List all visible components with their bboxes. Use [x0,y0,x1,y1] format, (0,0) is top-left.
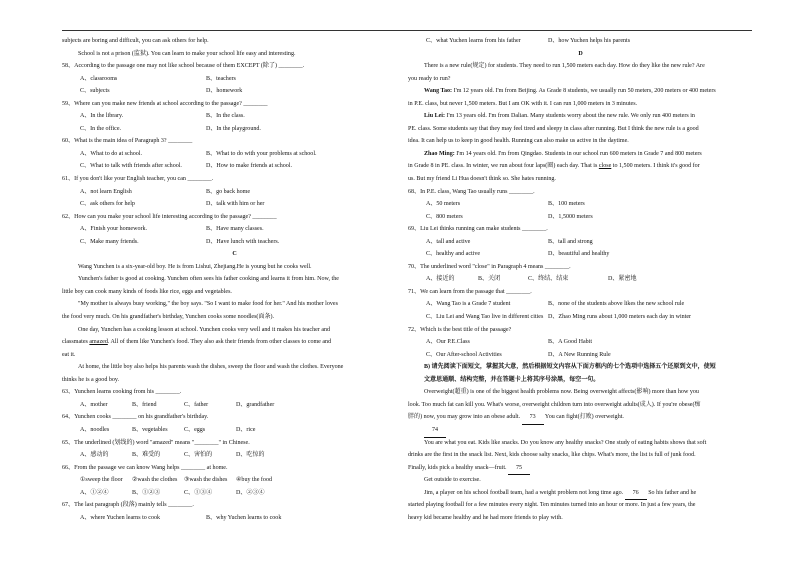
option-a: A、接近的 [426,276,455,283]
option-a: A、where Yuchen learns to cook [80,514,161,521]
line-text: Jim, a player on his school football team, had a weight problem not long time ago. [424,489,625,496]
paragraph-line: Wang Yunchen is a six-year-old boy. He is from Lishui, Zhejiang.He is young but he cooks well. [78,263,312,270]
option-b: D、beautiful and healthy [548,251,610,258]
option-b: D、A New Running Rule [548,351,611,358]
option-b: B、friend [132,401,157,408]
option-row [62,160,407,173]
option-b: B、go back home [206,188,250,195]
option-b: B、关闭 [478,276,501,283]
question-stem: 64、Yunchen cooks ________ on his grandfather's birthday. [62,414,209,421]
underlined-word: amazed [89,339,108,346]
option-row [62,198,407,211]
option-a: A、classrooms [80,75,118,82]
question-stem: 70、The underlined word "close" in Paragraph 4 means ________. [408,263,571,270]
paragraph-line: you ready to run? [408,75,451,82]
option-a: A、mother [80,401,108,408]
paragraph-line [408,160,753,173]
paragraph-line: eat it. [62,351,76,358]
passage-heading: D [578,50,583,57]
option-a: A、Wang Tao is a Grade 7 student [426,301,511,308]
paragraph-line: Get outside to exercise. [424,477,481,484]
option-a: C、Liu Lei and Wang Tao live in different cities [426,314,544,321]
option-c: C、害怕的 [184,452,213,459]
paragraph-line: drinks are the first in the snack list. Next, kids choose salty snacks, like chips. What's more, the list is full of junk food. [408,452,696,459]
paragraph-line [408,424,753,437]
option-row [62,474,407,487]
option-a: A、感动的 [80,452,109,459]
paragraph-line: Overweight(超重) is one of the biggest health problems now. Being overweight affects(影响) more than how you [424,389,699,396]
option-row [408,298,753,311]
option-b: B、What to do with your problems at school. [206,150,317,157]
option-row [408,211,753,224]
question-stem: 58、According to the passage one may not like school because of them EXCEPT (除了) ________. [62,63,305,70]
paragraph-line [408,148,753,161]
option-a: C、Our After-school Activities [426,351,502,358]
option-d: D、紧密地 [608,276,637,283]
option-row [408,236,753,249]
question-stem: 72、Which is the best title of the passage? [408,326,512,333]
speaker-label: B) 请先阅读下面短文，掌握其大意，然后根据短文内容从下面方框内的七个选项中选择五个还原到文中，使短 [424,364,716,371]
paragraph-line: There is a new rule(规定) for students. They need to run 1,500 meters each day. How do they like the new rule? Are [424,63,705,70]
option-row [408,248,753,261]
option-row [62,449,407,462]
question-stem: 68、In P.E. class, Wang Tao usually runs ________. [408,188,535,195]
question-stem: 63、Yunchen learns cooking from his ________. [62,389,182,396]
option-a: A、not learn English [80,188,132,195]
paragraph-line: the food very much. On his grandfather's birthday, Yunchen cooks some noodles(面条). [62,314,275,321]
option-a: C、What to talk with friends after school. [80,163,182,170]
option-b: B、A Good Habit [548,339,593,346]
line-text: in Grade 8 in PE. class. In winter, we run about four laps(圈) each day. That is [408,163,599,170]
option-row [62,487,407,500]
paragraph-line: us. But my friend Li Hua doesn't think so. She hates running. [408,176,556,183]
question-stem: 66、From the passage we can know Wang helps ________ at home. [62,464,228,471]
option-a: A、①②④ [80,489,109,496]
option-b: D、Zhao Ming runs about 1,000 meters each day in winter [548,314,692,321]
line-text: So his father and he [646,489,697,496]
option-a: C、what Yuchen learns from his father [426,38,521,44]
option-row [62,110,407,123]
option-row [408,273,753,286]
line-text: I'm 12 years old. I'm from Beijing. As Grade 8 students, we usually run 50 meters, 200 meters or 400 meters [452,88,716,95]
paragraph-line [408,361,753,374]
paragraph-line [408,411,753,424]
paragraph-line: Yunchen's father is good at cooking. Yunchen often sees his father cooking and learns it from him. Now, the [78,276,339,283]
option-b: D、How to make friends at school. [206,163,292,170]
option-d: D、grandfather [236,401,275,408]
speaker-label: Wang Tao: [424,88,453,95]
paragraph-line: in P.E. class, but never 1,500 meters. But I am OK with it. I can run 1,000 meters in 3 minutes. [408,100,638,107]
line-text: I'm 13 years old. I'm from Dalian. Many students worry about the new rule. We only run 400 meters in [445,113,695,120]
option-d: D、②③④ [236,489,265,496]
speaker-label: 文意思通顺、结构完整，并在答题卡上将其序号涂黑，每空一句。 [424,376,600,383]
option-b: B、In the class. [206,113,245,120]
option-b: B、vegetables [132,426,168,433]
paragraph-line: At home, the little boy also helps his parents wash the dishes, sweep the floor and wash the clothes. Everyone [78,364,344,371]
right-column [408,35,753,524]
question-stem: 61、If you don't like your English teacher, you can ________. [62,176,214,183]
option-row [408,311,753,324]
paragraph-line: started playing football for a few minutes every night. Ten minutes turned into an hour or more. In just a few years, the [408,502,696,509]
option-row [62,512,407,525]
option-row [62,223,407,236]
question-stem: 71、We can learn from the passage that ________. [408,288,532,295]
option-row [62,236,407,249]
question-stem: 62、How can you make your school life interesting according to the passage? ________ [62,213,277,220]
option-b: B、tall and strong [548,238,593,245]
answer-blank: 76 [625,487,647,501]
option-b: B、Have many classes. [206,226,264,233]
question-stem: 67、The last paragraph (段落) mainly tells ________. [62,502,194,509]
option-b: B、100 meters [548,201,585,208]
option-b: ②wash the clothes [132,477,178,484]
option-a: C、healthy and active [426,251,481,258]
paragraph-line: "My mother is always busy working," the boy says. "So I want to make food for her." And his mother loves [78,301,338,308]
line-text: Finally, kids pick a healthy snack—fruit. [408,464,509,471]
option-row [62,73,407,86]
paragraph-line: idea. It can help us to keep in good health. Running can also make us active in the daytime. [408,138,629,145]
option-row [408,336,753,349]
question-stem: 65、The underlined (划线的) word "amazed" means "________" in Chinese. [62,439,250,446]
line-text: to 1,500 meters. I think it's good for [611,163,700,170]
question-stem: 59、Where can you make new friends at school according to the passage? ________ [62,100,268,107]
underlined-word: close [598,163,612,170]
option-row [62,148,407,161]
option-a: A、In the library. [80,113,124,120]
line-text: classmates [62,339,90,346]
option-b: D、how Yuchen helps his parents [548,38,631,44]
question-stem: 69、Liu Lei thinks running can make students ________. [408,226,548,233]
option-b: B、why Yuchen learns to cook [206,514,282,521]
option-c: C、①③④ [184,489,213,496]
option-row [408,349,753,362]
paragraph-line: subjects are boring and difficult, you can ask others for help. [62,38,209,44]
option-a: A、50 meters [426,201,461,208]
paragraph-line: heavy kid became healthy and he had more friends to play with. [408,514,563,521]
option-a: C、800 meters [426,213,463,220]
option-a: C、ask others for help [80,201,135,208]
line-text: . All of them like Yunchen's food. They also ask their friends from other classes to come and [107,339,332,346]
paragraph-line [62,336,407,349]
paragraph-line: look. Too much fat can kill you. What's worse, overweight children turn into overweight adults(成人). If you're obese(痴 [408,401,701,408]
top-rule [62,30,752,31]
line-text: 胖的) now, you may grow into an obese adult. [408,414,522,421]
speaker-label: Liu Lei: [424,113,445,120]
option-c: C、终结、结束 [528,276,569,283]
option-c: C、eggs [184,426,206,433]
option-b: B、teachers [206,75,236,82]
option-a: C、Make many friends. [80,238,139,245]
option-a: A、What to do at school. [80,150,142,157]
option-row [62,123,407,136]
option-b: B、①②③ [132,489,161,496]
option-row [62,399,407,412]
option-row [62,85,407,98]
option-d: D、吃惊的 [236,452,265,459]
option-a: A、Finish your homework. [80,226,148,233]
answer-blank: 74 [424,424,446,438]
option-b: D、1,5000 meters [548,213,593,220]
paragraph-line: You are what you eat. Kids like snacks. Do you know any healthy snacks? One study of eating habits shows that soft [424,439,707,446]
answer-blank: 73 [522,411,544,425]
option-a: A、noodles [80,426,110,433]
option-b: D、homework [206,88,243,95]
option-d: ④buy the food [236,477,272,484]
option-d: D、rice [236,426,256,433]
option-a: ①sweep the floor [80,477,123,484]
paragraph-line [408,462,753,475]
speaker-label: Zhao Ming: [424,150,455,157]
paragraph-line: PE. class. Some students say that they may feel tired and sleepy in class after running. But I think the new rule is a good [408,125,699,132]
option-row [408,198,753,211]
option-b: D、talk with him or her [206,201,265,208]
option-a: C、In the office. [80,125,122,132]
option-b: D、In the playground. [206,125,261,132]
line-text: You can fight(打败) overweight. [543,414,624,421]
left-column [62,35,407,524]
option-c: ③wash the dishes [184,477,228,484]
option-b: B、难受的 [132,452,161,459]
paragraph-line: School is not a prison (监狱). You can learn to make your school life easy and interesting. [78,50,296,57]
option-row [62,424,407,437]
option-a: C、subjects [80,88,110,95]
answer-blank: 75 [508,462,530,476]
option-row [408,35,753,48]
question-stem: 60、What is the main idea of Paragraph 3? ________ [62,138,193,145]
paragraph-line [408,110,753,123]
paragraph-line [408,487,753,500]
paragraph-line: little boy can cook many kinds of foods like rice, eggs and vegetables. [62,288,232,295]
paragraph-line [408,374,753,387]
option-b: D、Have lunch with teachers. [206,238,280,245]
option-a: A、tall and active [426,238,471,245]
paragraph-line: One day, Yunchen has a cooking lesson at school. Yunchen cooks very well and it makes his teacher and [78,326,331,333]
option-c: C、father [184,401,209,408]
paragraph-line: thinks he is a good boy. [62,376,120,383]
line-text: I'm 14 years old. I'm from Qingdao. Students in our school run 600 meters in Grade 7 and 800 meters [454,150,702,157]
passage-heading: C [232,251,237,258]
paragraph-line [408,85,753,98]
option-b: B、none of the students above likes the new school rule [548,301,685,308]
option-a: A、Our P.E.Class [426,339,470,346]
option-row [62,186,407,199]
